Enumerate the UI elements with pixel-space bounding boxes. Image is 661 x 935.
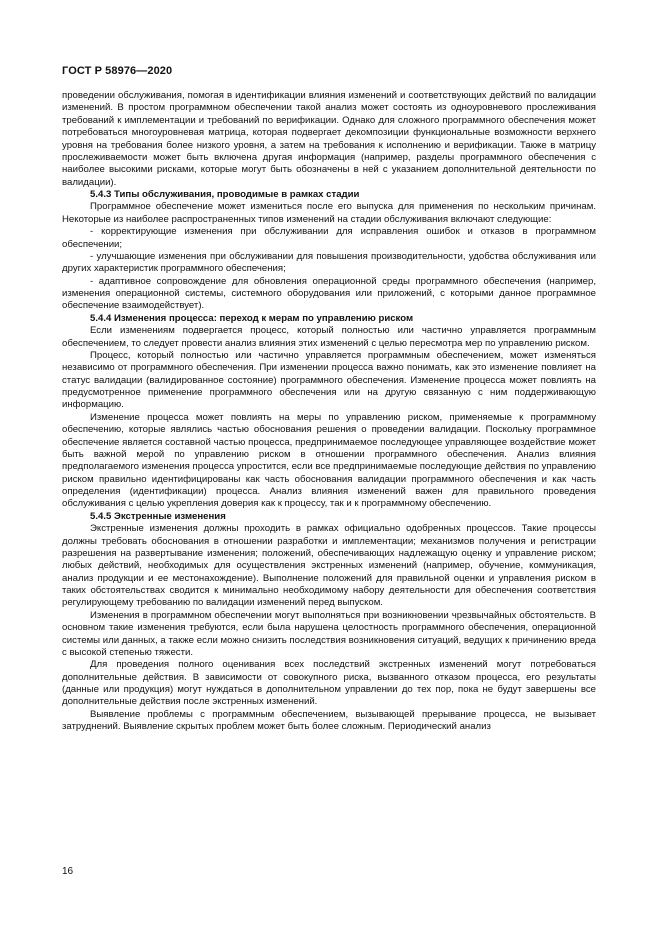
paragraph: Выявление проблемы с программным обеспечением, вызывающей прерывание процесса, не вызывает затруднений. Выявление скрытых проблем может быть более сложным. Периодический анализ: [62, 708, 596, 733]
standard-header: ГОСТ Р 58976—2020: [62, 65, 173, 77]
list-item: - адаптивное сопровождение для обновления операционной среды программного обеспечения (например, изменения операционной системы, системного оборудования или приложений, с которыми данное программное обеспечение взаимодействует).: [62, 275, 596, 312]
paragraph: Процесс, который полностью или частично управляется программным обеспечением, может изменяться независимо от программного обеспечения. При изменении процесса важно понимать, как это изменение повлияет на статус валидации (валидированное состояние) программного обеспечения. Изменение процесса может повлиять на предусмотренное применение программного обеспечения или на другую связанную с ним поддерживающую информацию.: [62, 349, 596, 411]
list-item: - улучшающие изменения при обслуживании для повышения производительности, удобства обслуживания или других характеристик программного обеспечения;: [62, 250, 596, 275]
section-heading-5-4-4: 5.4.4 Изменения процесса: переход к мерам по управлению риском: [90, 312, 414, 324]
section-heading-5-4-5: 5.4.5 Экстренные изменения: [90, 510, 226, 522]
paragraph: Если изменениям подвергается процесс, который полностью или частично управляется программным обеспечением, то следует провести анализ влияния этих изменений с целью пересмотра мер по управлению риском.: [62, 325, 596, 349]
paragraph: Экстренные изменения должны проходить в рамках официально одобренных процессов. Такие процессы должны требовать обоснования в отношении разработки и имплементации; механизмов получения и регистрации разрешения на развертывание изменения; положений, обеспечивающих надлежащую оценку и управление риском; любых действий, необходимых для осуществления экстренных изменений (например, обучение, коммуникация, анализ продукции и ее местонахождение). Выполнение положений для правильной оценки и управления риском в таких обстоятельствах сводится к минимально необходимому набору деятельности для обеспечения соответствия регулирующему требованию по валидации изменений перед выпуском.: [62, 523, 596, 609]
paragraph: Изменение процесса может повлиять на меры по управлению риском, применяемые к программному обеспечению, которые являлись частью обоснования решения о проведении валидации. Поскольку программное обеспечение является составной частью процесса, предпринимаемое последующее управляющее воздействие может быть важной мерой по управлению риском в отношении программного обеспечения. Анализ влияния предполагаемого изменения процесса упростится, если все предпринимаемые последующие действия по управлению риском правильно идентифицированы как часть обоснования валидации программного обеспечения и как часть определения (идентификации) процесса. Анализ влияния изменений важен для правильного проведения обслуживания с целью укрепления доверия как к процессу, так и к программному обеспечению.: [62, 411, 596, 510]
paragraph: Изменения в программном обеспечении могут выполняться при возникновении чрезвычайных обстоятельств. В основном такие изменения требуются, если была нарушена целостность программного обеспечения, операционной системы или данных, а также если можно снизить последствия возникновения ситуаций, ведущих к причинению вреда с высокой степенью тяжести.: [62, 609, 596, 658]
paragraph: Для проведения полного оценивания всех последствий экстренных изменений могут потребоваться дополнительные действия. В зависимости от совокупного риска, вызванного отказом процесса, его результаты (данные или продукция) могут нуждаться в дополнительном управлении до тех пор, пока не будут завершены все дополнительные действия после экстренных изменений.: [62, 659, 596, 708]
list-item: - корректирующие изменения при обслуживании для исправления ошибок и отказов в программном обеспечении;: [62, 226, 596, 250]
page-number: 16: [62, 866, 74, 877]
paragraph-continued: проведении обслуживания, помогая в идентификации влияния изменений и соответствующих действий по валидации изменений. В простом программном обеспечении такой анализ может состоять из одноуровневого прослеживания требований к имплементации и требований по верификации. Однако для сложного программного обеспечения может потребоваться многоуровневая матрица, которая подвергает декомпозиции функциональные возможности верхнего уровня на требования более низкого уровня, а затем на требования к исполнению и верификации. Также в матрицу прослеживаемости может быть включена другая информация (например, разделы программного обеспечения с наиболее высокими рисками, которые могут быть обозначены в ней с указанием дополнительной деятельности по валидации).: [62, 90, 596, 188]
document-body: [62, 90, 596, 734]
paragraph: Программное обеспечение может измениться после его выпуска для применения по нескольким причинам. Некоторые из наиболее распространенных типов изменений на стадии обслуживания включают следующие:: [62, 201, 596, 225]
section-heading-5-4-3: 5.4.3 Типы обслуживания, проводимые в рамках стадии: [90, 189, 360, 200]
